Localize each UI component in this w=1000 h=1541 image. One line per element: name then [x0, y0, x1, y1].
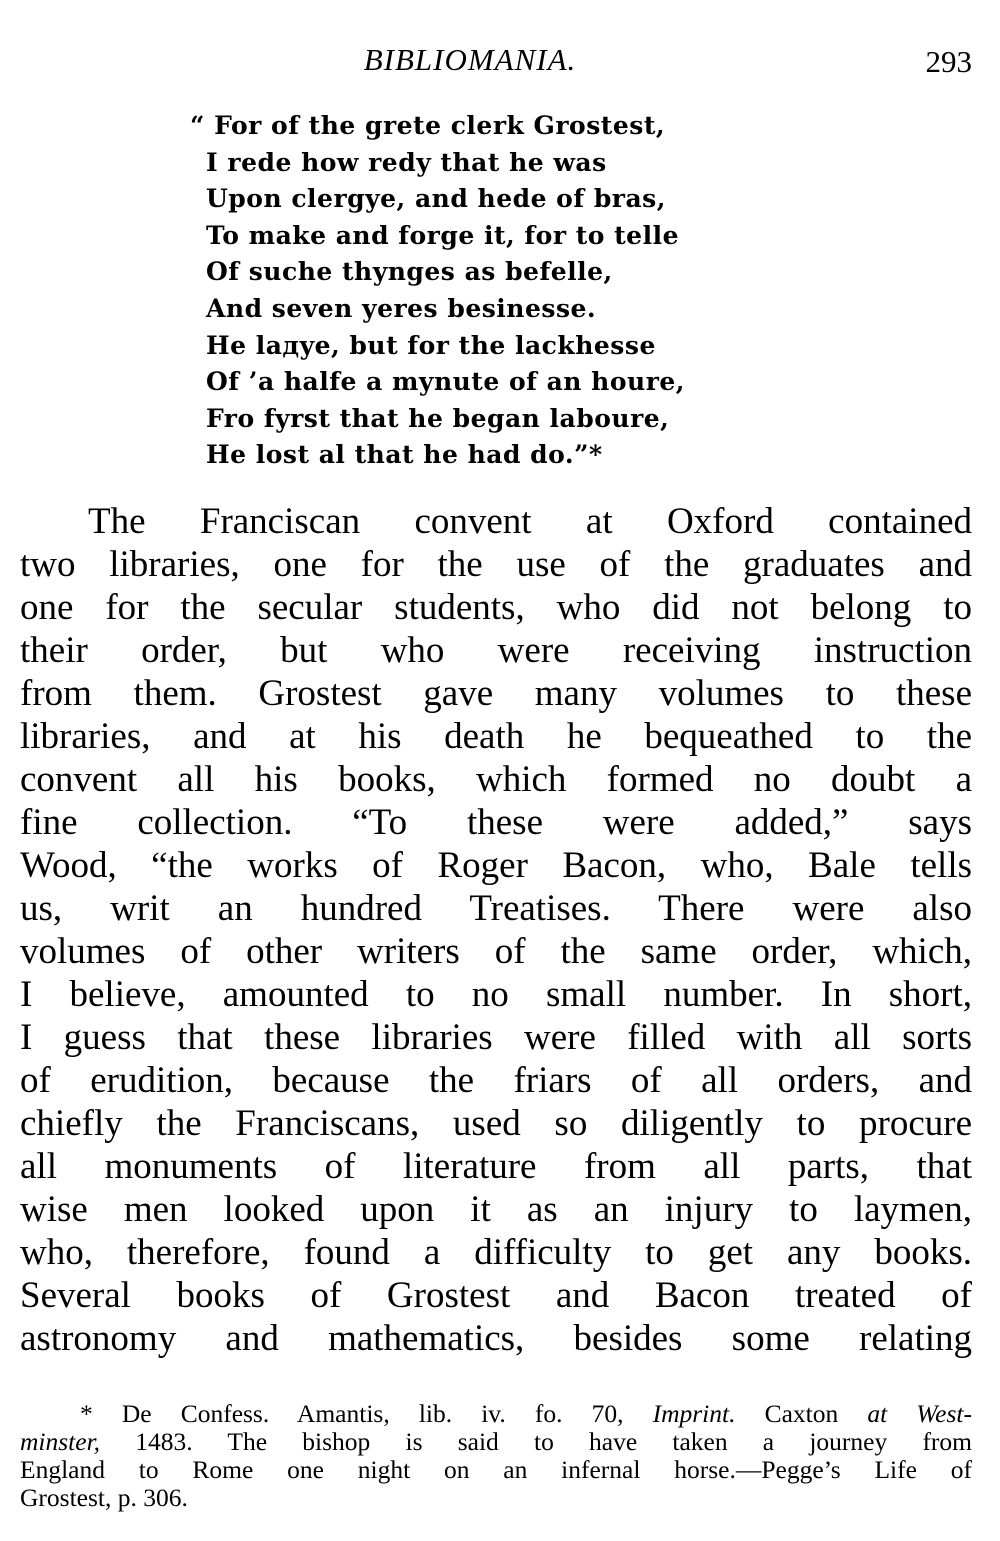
- footnote: [20, 1400, 972, 1512]
- footnote-text: * De Confess. Amantis, lib. iv. fo. 70,: [80, 1399, 624, 1428]
- verse-line: Of suche thynges as befelle,: [206, 257, 613, 287]
- footnote-line: [20, 1428, 972, 1456]
- footnote-italic: minster,: [20, 1427, 101, 1456]
- verse-line: Of ’a halfe a mynute of an houre,: [206, 367, 685, 397]
- body-line: The Franciscan convent at Oxford contained: [88, 501, 972, 542]
- footnote-line: [20, 1400, 972, 1428]
- body-line: who, therefore, found a difficulty to get any books.: [20, 1232, 972, 1273]
- body-paragraph: [20, 500, 972, 1360]
- body-line: fine collection. “To these were added,” says: [20, 802, 972, 843]
- footnote-line: England to Rome one night on an infernal horse.—Pegge’s Life of: [20, 1455, 972, 1484]
- blackletter-verse: [190, 108, 790, 474]
- body-line: wise men looked upon it as an injury to laymen,: [20, 1189, 972, 1230]
- body-line: their order, but who were receiving instruction: [20, 630, 972, 671]
- body-line: I guess that these libraries were filled with all sorts: [20, 1017, 972, 1058]
- body-line: convent all his books, which formed no doubt a: [20, 759, 972, 800]
- body-line: I believe, amounted to no small number. In short,: [20, 974, 972, 1015]
- body-line: of erudition, because the friars of all orders, and: [20, 1060, 972, 1101]
- running-header-title: BIBLIOMANIA.: [363, 42, 577, 77]
- body-line: Several books of Grostest and Bacon treated of: [20, 1275, 972, 1316]
- body-line: from them. Grostest gave many volumes to these: [20, 673, 972, 714]
- verse-line: I rede how redy that he was: [206, 147, 607, 177]
- body-line: two libraries, one for the use of the graduates and: [20, 544, 972, 585]
- verse-line: “ For of the grete clerk Grostest,: [190, 111, 666, 140]
- body-line: us, writ an hundred Treatises. There were also: [20, 888, 972, 929]
- verse-line: He lost al that he had do.”*: [206, 440, 603, 470]
- verse-line: Upon clergye, and hede of bras,: [206, 184, 666, 214]
- footnote-text: 1483. The bishop is said to have taken a journey from: [135, 1427, 973, 1456]
- footnote-line: Grostest, p. 306.: [20, 1483, 188, 1512]
- verse-line: Fro fyrst that he began laboure,: [206, 403, 670, 433]
- body-line: Wood, “the works of Roger Bacon, who, Bale tells: [20, 845, 972, 886]
- body-line: one for the secular students, who did not belong to: [20, 587, 972, 628]
- body-line: chiefly the Franciscans, used so diligently to procure: [20, 1103, 972, 1144]
- body-line: astronomy and mathematics, besides some relating: [20, 1318, 972, 1359]
- page-number: 293: [925, 44, 972, 79]
- verse-line: To make and forge it, for to telle: [206, 220, 679, 250]
- body-line: volumes of other writers of the same order, which,: [20, 931, 972, 972]
- verse-line: He laдye, but for the lackhesse: [206, 330, 656, 360]
- footnote-text: Caxton: [764, 1399, 839, 1428]
- body-line: all monuments of literature from all parts, that: [20, 1146, 972, 1187]
- body-line: libraries, and at his death he bequeathed to the: [20, 716, 972, 757]
- verse-line: And seven yeres besinesse.: [206, 293, 597, 323]
- footnote-italic: at West-: [867, 1399, 973, 1428]
- footnote-italic: Imprint.: [652, 1399, 736, 1428]
